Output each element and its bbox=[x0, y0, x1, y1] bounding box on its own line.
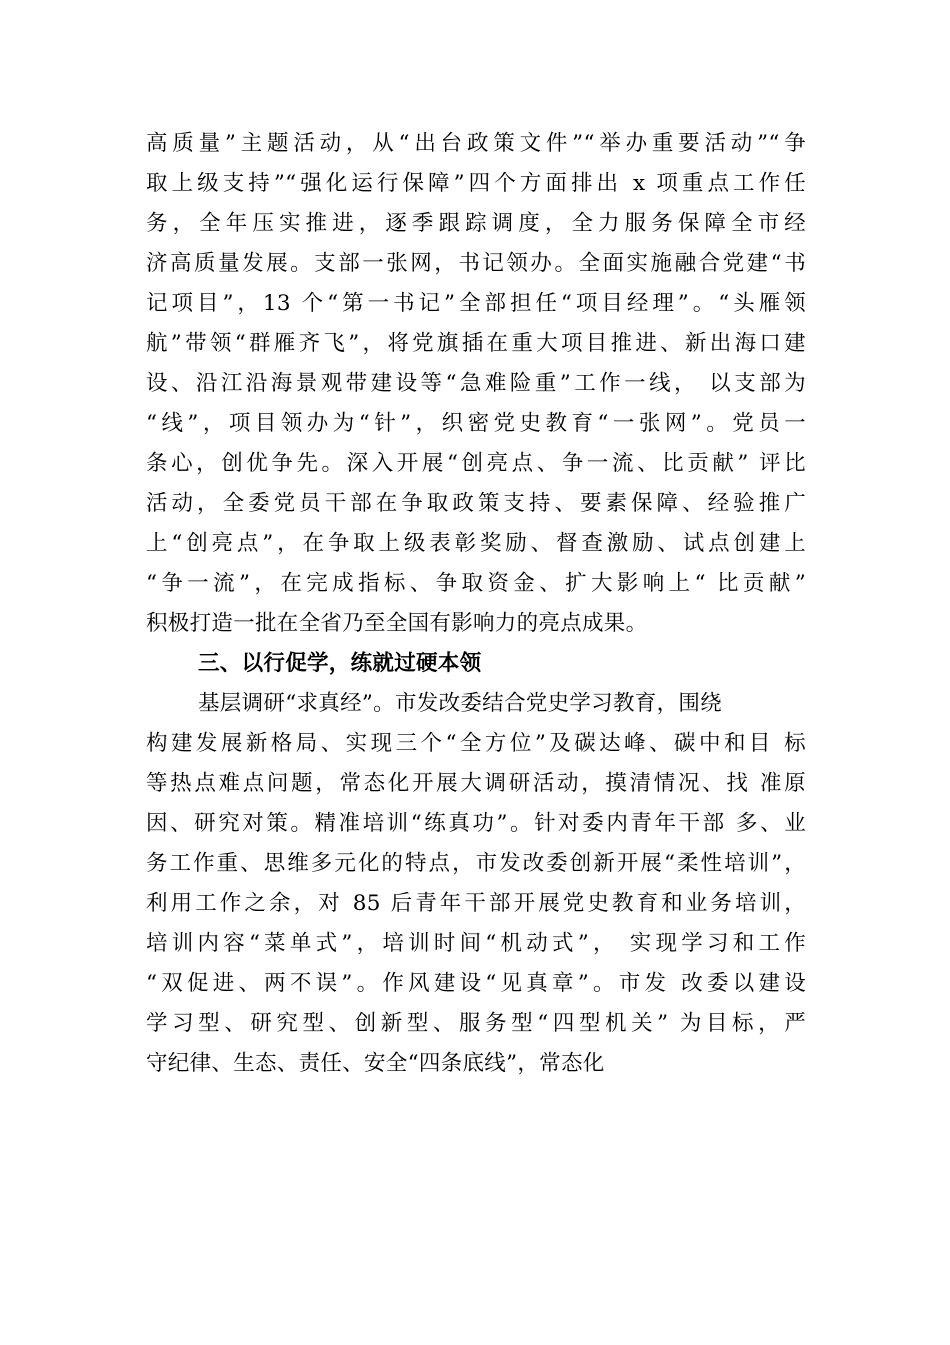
paragraph-line: 高质量”主题活动，从“出台政策文件”“举办重要活动”“争 bbox=[146, 131, 806, 156]
document-body bbox=[146, 124, 806, 1084]
paragraph-1 bbox=[146, 124, 806, 644]
paragraph-line: 活动，全委党员干部在争取政策支持、要素保障、经验推广 bbox=[146, 491, 806, 516]
paragraph-line: 记项目”，13 个“第一书记”全部担任“项目经理”。“头雁领 bbox=[146, 291, 806, 316]
paragraph-line: 条心，创优争先。深入开展“创亮点、争一流、比贡献” 评比 bbox=[146, 451, 806, 476]
paragraph-line: 培训内容“菜单式”，培训时间“机动式”， 实现学习和工作 bbox=[146, 931, 806, 956]
paragraph-line: 上“创亮点”，在争取上级表彰奖励、督查激励、试点创建上 bbox=[146, 531, 806, 556]
paragraph-line: 因、研究对策。精准培训“练真功”。针对委内青年干部 多、业 bbox=[146, 811, 806, 836]
paragraph-line: 基层调研“求真经”。市发改委结合党史学习教育，围绕 bbox=[198, 691, 722, 716]
paragraph-line: 利用工作之余，对 85 后青年干部开展党史教育和业务培训， bbox=[146, 891, 806, 916]
paragraph-line: 构建发展新格局、实现三个“全方位”及碳达峰、碳中和目 标 bbox=[146, 731, 806, 756]
paragraph-line: “争一流”，在完成指标、争取资金、扩大影响上“ 比贡献” bbox=[146, 571, 806, 596]
paragraph-line: 设、沿江沿海景观带建设等“急难险重”工作一线， 以支部为 bbox=[146, 371, 806, 396]
paragraph-line: “双促进、两不误”。作风建设“见真章”。市发 改委以建设 bbox=[146, 971, 806, 996]
paragraph-line: 学习型、研究型、创新型、服务型“四型机关” 为目标，严 bbox=[146, 1011, 806, 1036]
paragraph-line: 等热点难点问题，常态化开展大调研活动，摸清情况、找 准原 bbox=[146, 771, 806, 796]
paragraph-line: 济高质量发展。支部一张网，书记领办。全面实施融合党建“书 bbox=[146, 251, 806, 276]
paragraph-line: 航”带领“群雁齐飞”，将党旗插在重大项目推进、新出海口建 bbox=[146, 331, 806, 356]
paragraph-line: 积极打造一批在全省乃至全国有影响力的亮点成果。 bbox=[146, 611, 648, 636]
paragraph-line: 务，全年压实推进，逐季跟踪调度，全力服务保障全市经 bbox=[146, 211, 806, 236]
paragraph-line: 守纪律、生态、责任、安全“四条底线”，常态化 bbox=[146, 1051, 605, 1076]
paragraph-line: “线”，项目领办为“针”，织密党史教育“一张网”。党员一 bbox=[146, 411, 806, 436]
section-heading: 三、以行促学，练就过硬本领 bbox=[198, 651, 482, 676]
paragraph-line: 务工作重、思维多元化的特点，市发改委创新开展“柔性培训”， bbox=[146, 851, 806, 876]
paragraph-2 bbox=[146, 684, 806, 1084]
paragraph-line: 取上级支持”“强化运行保障”四个方面排出 x 项重点工作任 bbox=[146, 171, 806, 196]
